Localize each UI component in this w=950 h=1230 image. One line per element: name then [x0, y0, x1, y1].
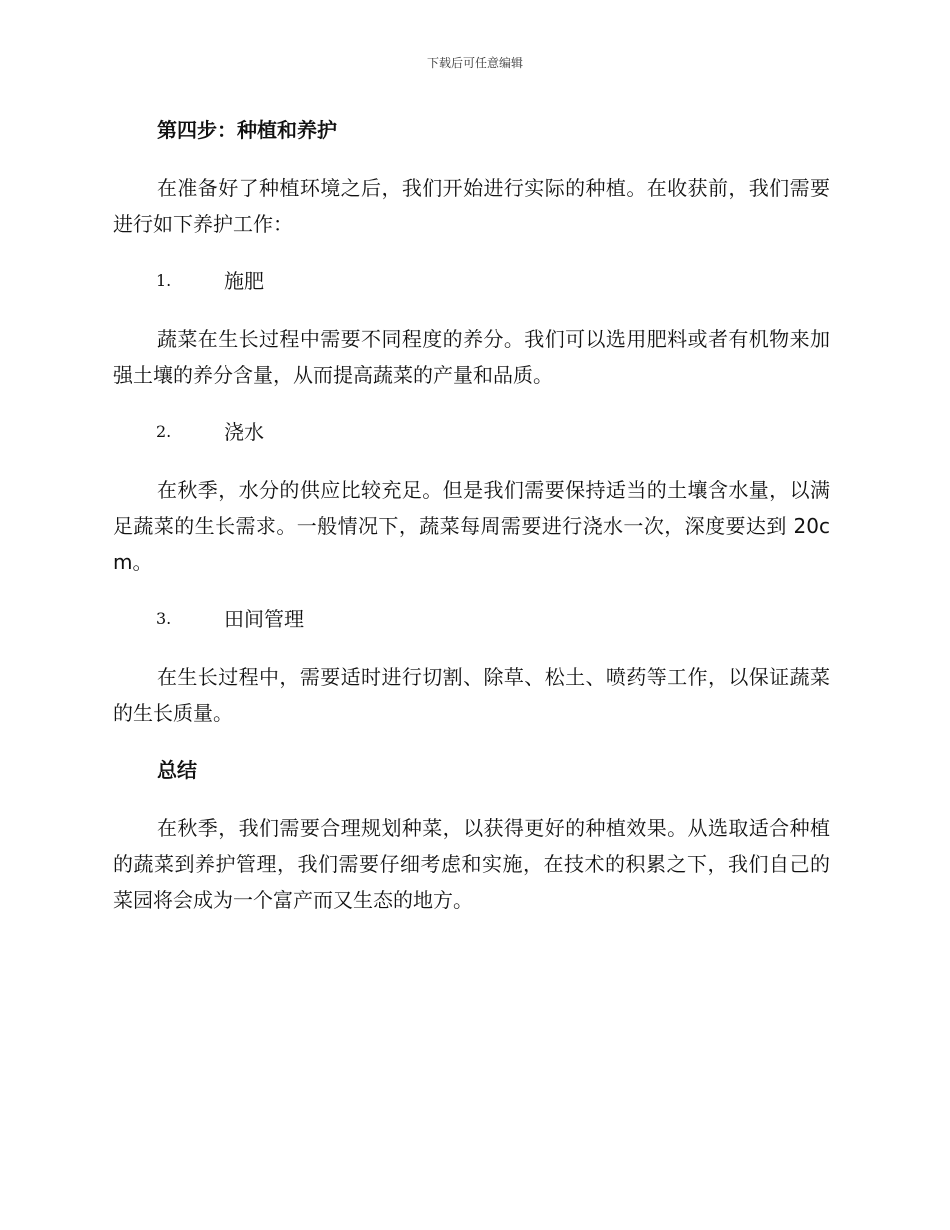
list-item-fertilize — [113, 263, 830, 299]
spacer — [113, 731, 830, 752]
spacer — [113, 299, 830, 321]
spacer — [113, 788, 830, 810]
fertilize-paragraph: 蔬菜在生长过程中需要不同程度的养分。我们可以选用肥料或者有机物来加强土壤的养分含量，从而提高蔬菜的产量和品质。 — [113, 327, 830, 387]
list-item-title: 田间管理 — [224, 607, 304, 631]
spacer — [113, 637, 830, 659]
step4-intro-paragraph: 在准备好了种植环境之后，我们开始进行实际的种植。在收获前，我们需要进行如下养护工作： — [113, 176, 830, 236]
step4-heading: 第四步：种植和养护 — [157, 118, 337, 142]
list-item-watering — [113, 414, 830, 450]
list-item-title: 浇水 — [224, 420, 264, 444]
spacer — [113, 148, 830, 170]
list-item-field-management — [113, 601, 830, 637]
list-item-number: 1. — [156, 271, 172, 290]
spacer — [113, 242, 830, 263]
summary-heading: 总结 — [157, 758, 197, 782]
list-item-number: 2. — [156, 422, 172, 441]
field-management-paragraph: 在生长过程中，需要适时进行切割、除草、松土、喷药等工作，以保证蔬菜的生长质量。 — [113, 665, 830, 725]
list-item-number: 3. — [156, 609, 172, 628]
list-item-title: 施肥 — [224, 269, 264, 293]
spacer — [113, 450, 830, 472]
spacer — [113, 393, 830, 414]
page-header-note: 下载后可任意编辑 — [426, 56, 523, 70]
document-body — [113, 112, 830, 918]
watering-paragraph: 在秋季，水分的供应比较充足。但是我们需要保持适当的土壤含水量，以满足蔬菜的生长需求。一般情况下，蔬菜每周需要进行浇水一次，深度要达到 20cm。 — [113, 478, 830, 574]
spacer — [113, 580, 830, 601]
summary-paragraph: 在秋季，我们需要合理规划种菜，以获得更好的种植效果。从选取适合种植的蔬菜到养护管理，我们需要仔细考虑和实施，在技术的积累之下，我们自己的菜园将会成为一个富产而又生态的地方。 — [113, 816, 830, 912]
